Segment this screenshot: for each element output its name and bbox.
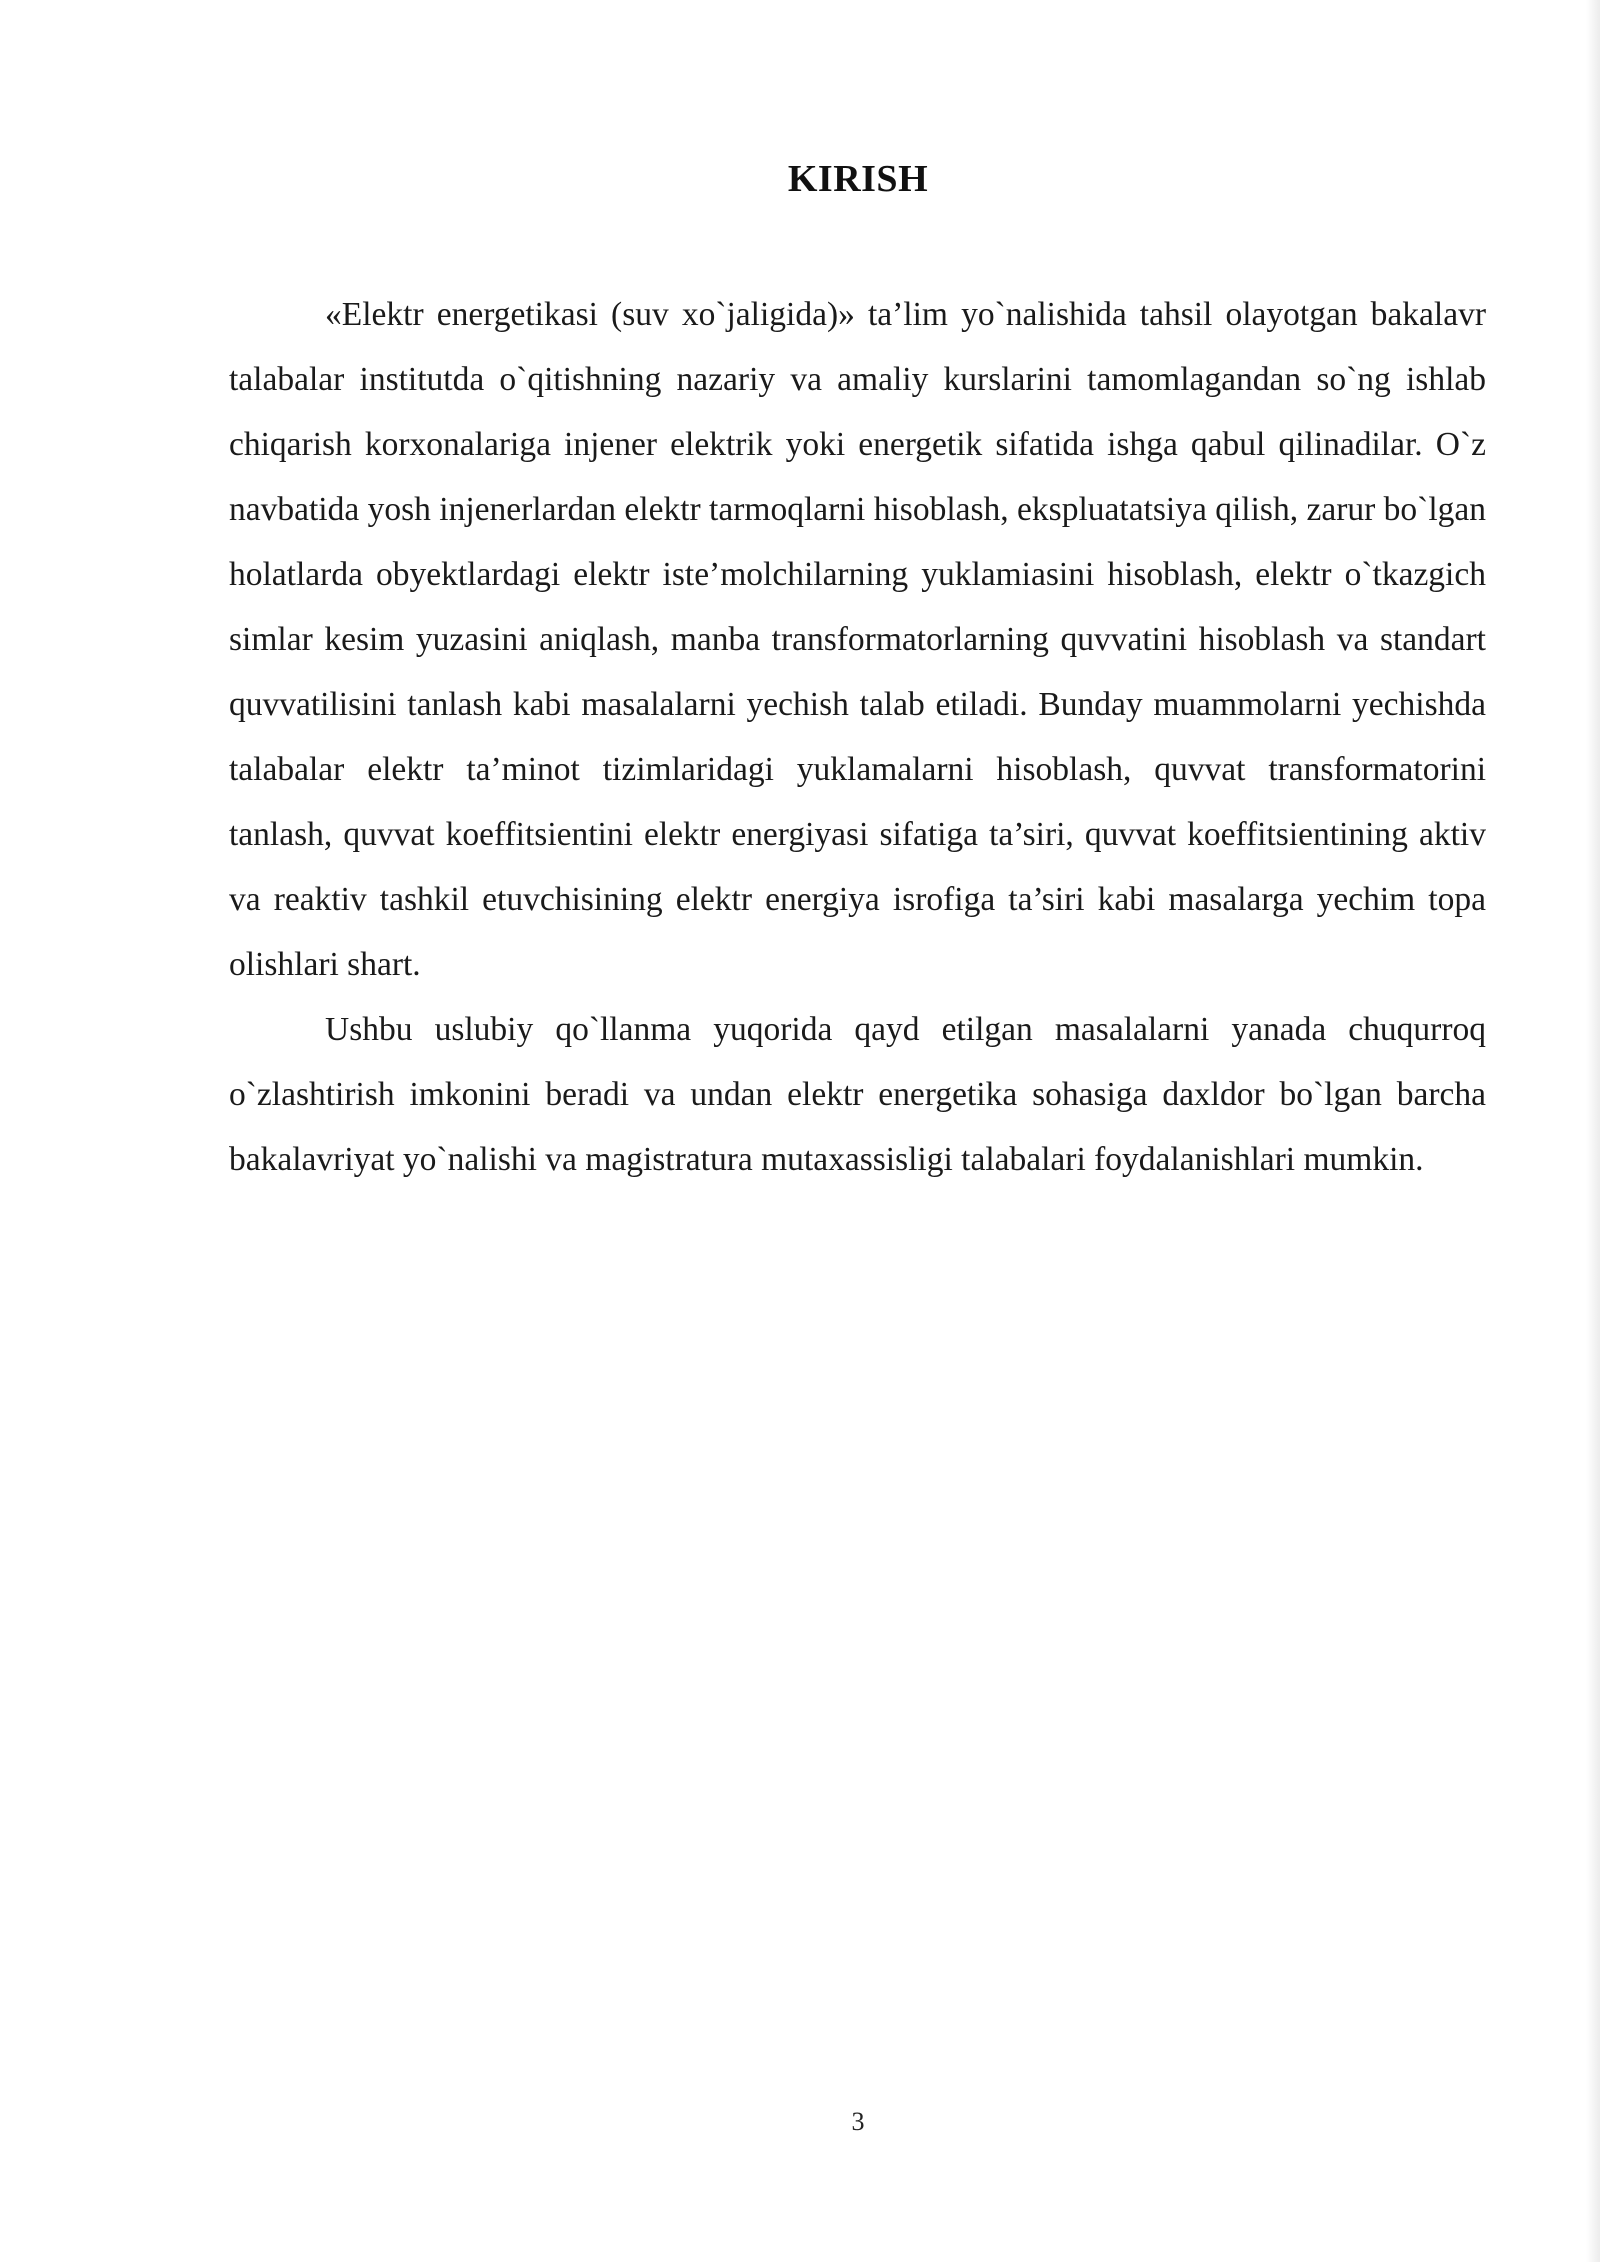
paragraph-1: «Elektr energetikasi (suv xo`jaligida)» ta’lim yo`nalishida tahsil olayotgan bakalavr talabalar institutda o`qitishning nazariy va amaliy kurslarini tamomlagandan so`ng ishlab chiqarish korxonalariga injener elektrik yoki energetik sifatida ishga qabul qilinadilar. O`z navbatida yosh injenerlardan elektr tarmoqlarni hisoblash, ekspluatatsiya qilish, zarur bo`lgan holatlarda obyektlardagi elektr iste’molchilarning yuklamiasini hisoblash, elektr o`tkazgich simlar kesim yuzasini aniqlash, manba transformatorlarning quvvatini hisoblash va standart quvvatilisini tanlash kabi masalalarni yechish talab etiladi. Bunday muammolarni yechishda talabalar elektr ta’minot tizimlaridagi yuklamalarni hisoblash, quvvat transformatorini tanlash, quvvat koeffitsientini elektr energiyasi sifatiga ta’siri, quvvat koeffitsientining aktiv va reaktiv tashkil etuvchisining elektr energiya isrofiga ta’siri kabi masalarga yechim topa olishlari shart. bbox=[229, 296, 1486, 983]
page-title: KIRISH bbox=[787, 158, 929, 200]
paragraph-2: Ushbu uslubiy qo`llanma yuqorida qayd etilgan masalalarni yanada chuqurroq o`zlashtirish imkonini beradi va undan elektr energetika sohasiga daxldor bo`lgan barcha bakalavriyat yo`nalishi va magistratura mutaxassisligi talabalari foydalanishlari mumkin. bbox=[229, 1011, 1486, 1178]
body-text bbox=[229, 282, 1486, 1192]
page-edge-shadow bbox=[1586, 0, 1600, 2262]
page-number: 3 bbox=[851, 2107, 865, 2136]
